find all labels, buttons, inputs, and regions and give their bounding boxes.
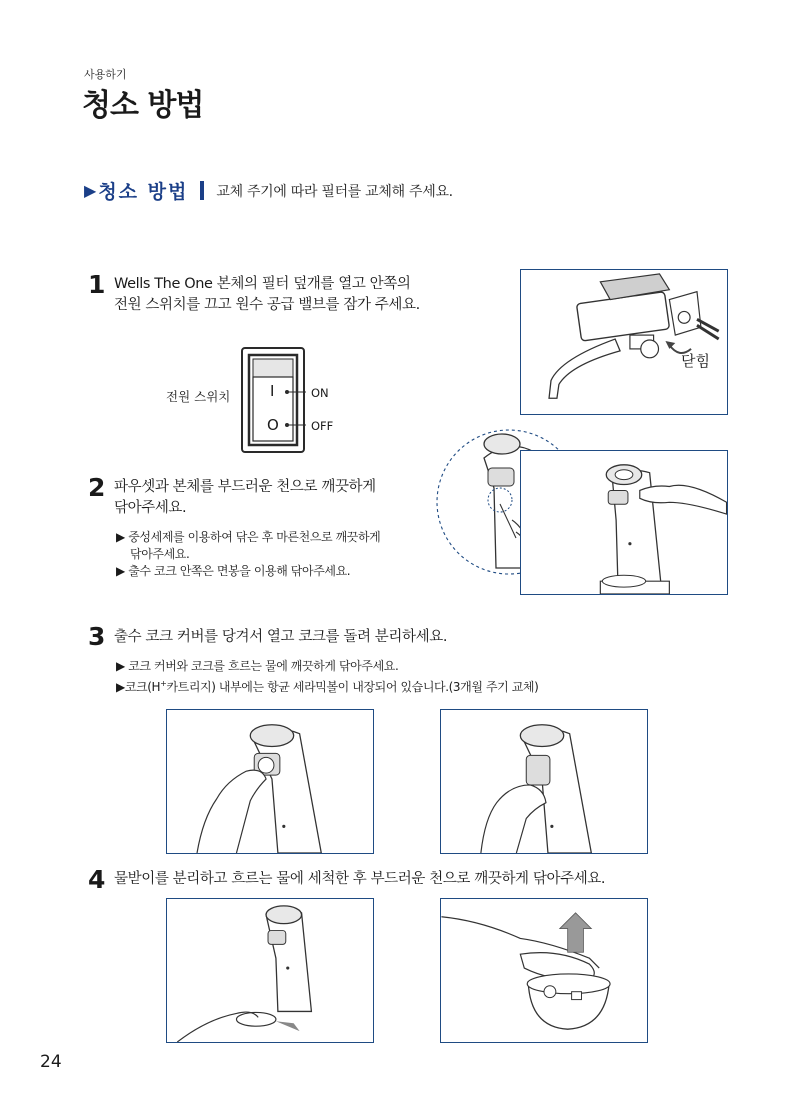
step-bullets [116,529,380,580]
bullet-item: ▶ 코크 커버와 코크를 흐르는 물에 깨끗하게 닦아주세요. [116,659,399,673]
section-title: 청소 방법 [98,181,189,203]
step-line: Wells The One 본체의 필터 덮개를 열고 안쪽의 [114,276,411,292]
bullet-item: ▶ 출수 코크 안쪽은 면봉을 이용해 닦아주세요. [116,564,351,578]
bullet-text: ▶코크(H [116,680,161,694]
step-number: 1 [88,270,106,299]
step-line: 닦아주세요. [114,500,187,516]
section-eyebrow: 사용하기 [84,68,127,81]
cock-remove-illustration [440,709,648,854]
step-text [114,477,376,519]
remove-cock-drawing [441,710,647,853]
valve-closed-label: 닫힘 [681,352,710,370]
clean-drip-tray-drawing [441,899,647,1042]
wipe-with-cloth-drawing [521,451,727,594]
faucet-valve-drawing [521,270,727,414]
step-text [114,274,420,316]
step-line: 파우셋과 본체를 부드러운 천으로 깨끗하게 [114,479,376,495]
drip-tray-clean-illustration [440,898,648,1043]
step-line: 출수 코크 커버를 당겨서 열고 코크를 돌려 분리하세요. [114,629,448,645]
switch-off-symbol: O [267,416,279,434]
page-number: 24 [40,1052,62,1072]
section-description: 교체 주기에 따라 필터를 교체해 주세요. [216,183,453,200]
section-heading [84,177,453,204]
step-number: 4 [88,865,106,894]
wipe-body-illustration [520,450,728,595]
switch-off-label: OFF [311,419,334,433]
triangle-arrow-icon: ▶ [84,181,97,200]
step-bullets [116,658,538,696]
remove-drip-tray-drawing [167,899,373,1042]
cock-cover-open-illustration [166,709,374,854]
switch-on-label: ON [311,386,329,400]
step-text [114,869,605,890]
bullet-item: ▶ 중성세제를 이용하여 닦은 후 마른천으로 깨끗하게 [116,530,381,544]
step-number: 2 [88,473,106,502]
switch-on-symbol: I [270,382,275,400]
page-title: 청소 방법 [82,88,204,123]
drip-tray-remove-illustration [166,898,374,1043]
power-switch-illustration [240,346,306,454]
bullet-item-continuation: 닦아주세요. [130,547,190,561]
switch-label: 전원 스위치 [166,389,231,404]
step-line: 전원 스위치를 끄고 원수 공급 밸브를 잠가 주세요. [114,297,420,313]
step-line: 물받이를 분리하고 흐르는 물에 세척한 후 부드러운 천으로 깨끗하게 닦아주세요. [114,871,606,887]
valve-illustration [520,269,728,415]
bullet-text: 카트리지) 내부에는 항균 세라믹볼이 내장되어 있습니다.(3개월 주기 교체) [166,680,539,694]
open-cock-cover-drawing [167,710,373,853]
step-text [114,627,447,648]
step-number: 3 [88,622,106,651]
superscript-plus: + [160,679,167,688]
section-divider [200,181,204,200]
bullet-item [116,675,538,696]
